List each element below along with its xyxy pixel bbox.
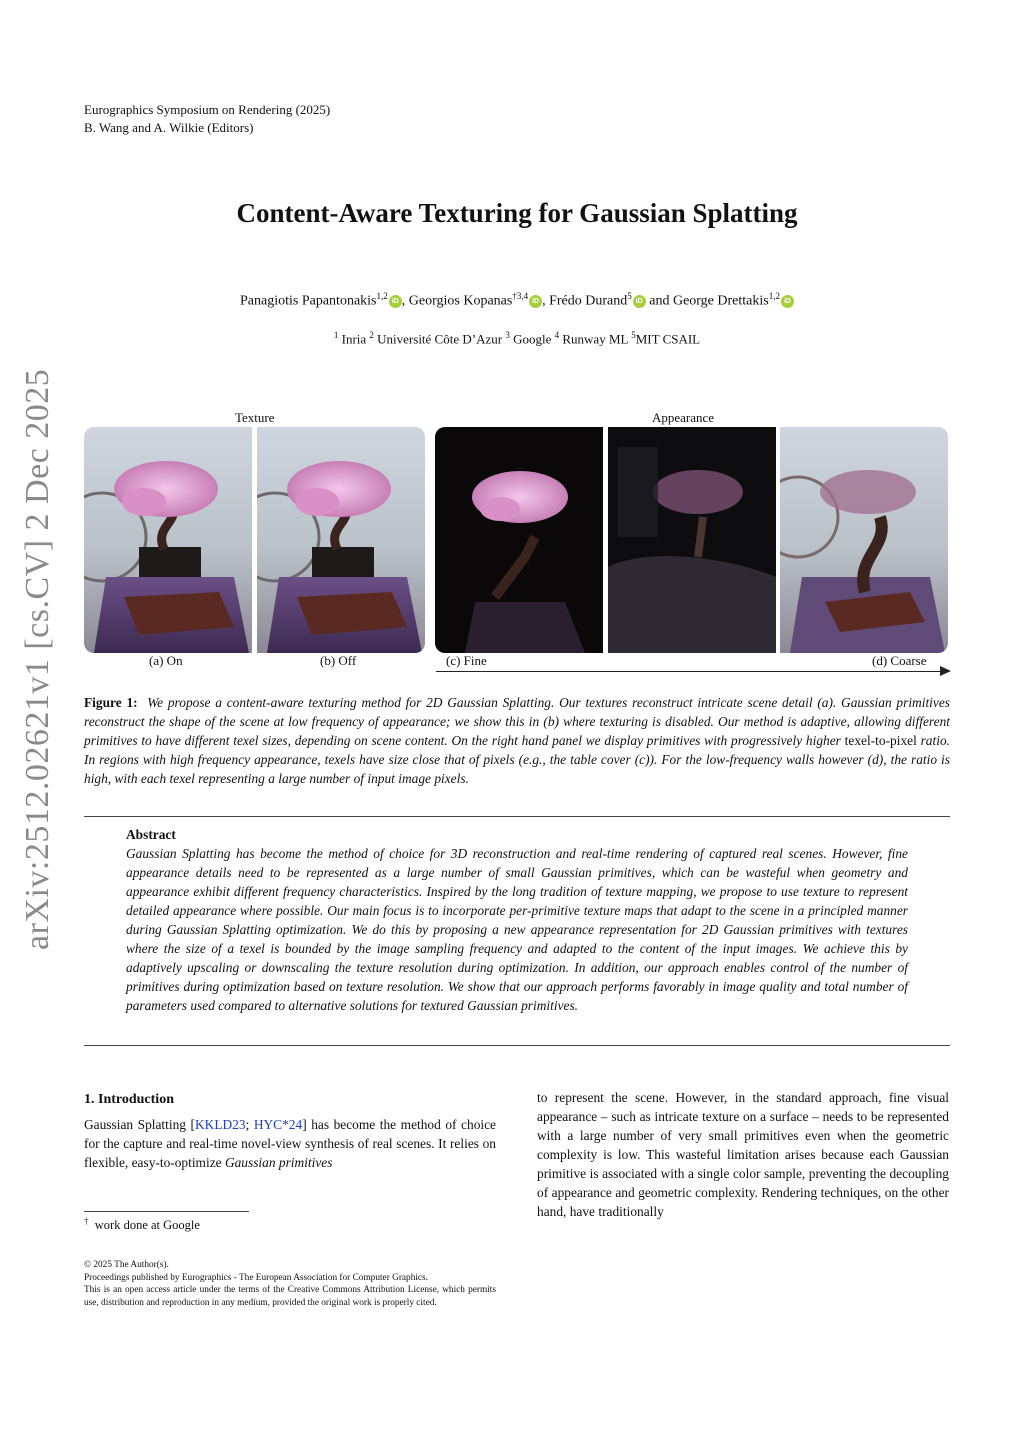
editors-line: B. Wang and A. Wilkie (Editors) <box>84 120 254 135</box>
subfigure-label-c: (c) Fine <box>446 653 487 668</box>
caption-label: Figure 1: <box>84 695 138 710</box>
affil-name: Google <box>513 331 552 347</box>
footnote-rule <box>84 1211 249 1212</box>
right-column: to represent the scene. However, in the standard approach, fine visual appearance – such as intricate texture on a surface – needs to be represented with a large number of very small primitives even when the geometric complexity is low. This wasteful limitation arises because each Gaussian primitive is associated with a single color sample, preventing the decoupling of appearance and geometric complexity. Rendering techniques, on the other hand, have traditionally <box>537 1090 949 1219</box>
license-text: This is an open access article under the terms of the Creative Commons Attribution License, which permits use, distribution and reproduction in any medium, provided the original work is properly cited. <box>84 1285 496 1308</box>
author-name: Panagiotis Papantonakis <box>240 293 377 309</box>
affil-name: Runway ML <box>562 331 628 347</box>
affil-number: 3 <box>505 330 510 340</box>
footnote <box>84 1216 200 1233</box>
author-separator: , <box>542 293 550 309</box>
affil-name: MIT CSAIL <box>635 331 701 347</box>
arrow-head-icon <box>940 666 951 676</box>
publisher-line: Proceedings published by Eurographics - The European Association for Computer Graphics. <box>84 1272 428 1283</box>
affil-number: 5 <box>631 330 636 340</box>
author-affil-marker: 1,2 <box>376 291 388 301</box>
abstract-top-rule <box>84 816 950 817</box>
citation-link[interactable]: KKLD23 <box>194 1117 246 1132</box>
caption-text: We propose a content-aware texturing method for 2D Gaussian Splatting. Our textures reconstruct intricate scene detail (a). Gaussian primitives reconstruct the shape of the scene at low frequency of appearance; we show this in (b) where texturing is disabled. Our method is adaptive, allowing different primitives to have different texel sizes, depending on scene content. On the right hand panel we display primitives with progressively higher <box>84 695 950 748</box>
affil-number: 4 <box>554 330 560 340</box>
abstract-bottom-rule <box>84 1045 950 1046</box>
caption-upright-text: texel-to-pixel <box>844 733 917 748</box>
intro-text: ] has become the method of choice for the capture and real-time novel-view synthesis of real scenes. It relies on flexible, easy-to-optimize <box>84 1117 496 1170</box>
author-separator: , <box>401 293 409 309</box>
venue-header <box>84 101 330 137</box>
footnote-mark: † <box>84 1216 89 1226</box>
intro-paragraph <box>84 1115 496 1172</box>
affil-number: 2 <box>369 330 374 340</box>
figure-image-coarse <box>780 427 948 653</box>
subfigure-label-a: (a) On <box>149 653 183 668</box>
subfigure-label-d: (d) Coarse <box>872 653 927 668</box>
affil-name: Inria <box>341 331 367 347</box>
intro-text: ; <box>245 1117 254 1132</box>
abstract-heading: Abstract <box>126 827 176 842</box>
section-heading: 1. Introduction <box>84 1092 174 1107</box>
venue-line: Eurographics Symposium on Rendering (2025) <box>84 102 331 117</box>
figure-image-medium <box>608 427 776 653</box>
copyright-line: © 2025 The Author(s). <box>84 1260 169 1270</box>
abstract <box>126 825 908 1015</box>
affil-number: 1 <box>333 330 339 340</box>
orcid-icon[interactable]: iD <box>781 295 794 308</box>
paper-title: Content-Aware Texturing for Gaussian Splatting <box>236 198 798 228</box>
affiliation-list <box>0 330 1024 347</box>
author-name: Frédo Durand <box>549 293 628 309</box>
abstract-text: Gaussian Splatting has become the method of choice for 3D reconstruction and real-time rendering of captured real scenes. However, fine appearance details need to be represented as a large number of small Gaussian primitives, which can be wasteful when geometry and appearance exhibit different frequency characteristics. Inspired by the long tradition of texture mapping, we propose to use texture to represent detailed appearance where possible. Our main focus is to incorporate per-primitive texture maps that adapt to the scene in a principled manner during Gaussian Splatting optimization. We do this by proposing a new appearance representation for 2D Gaussian primitives with textures where the size of a texel is bounded by the image sampling frequency and adapted to the content of the input images. We achieve this by adaptively upscaling or downscaling the texture resolution during optimization. In addition, our approach enables control of the number of primitives during optimization based on texture resolution. We show that our approach performs favorably in image quality and total number of parameters used compared to alternative solutions for textured Gaussian primitives. <box>126 846 908 1013</box>
author-name: Georgios Kopanas <box>408 293 513 309</box>
author-affil-marker: †3,4 <box>512 291 529 301</box>
orcid-icon[interactable]: iD <box>633 295 646 308</box>
appearance-group-label: Appearance <box>652 410 715 425</box>
arxiv-identifier: arXiv:2512.02621v1 [cs.CV] 2 Dec 2025 <box>19 368 56 950</box>
intro-text: Gaussian Splatting [ <box>84 1117 195 1132</box>
copyright-notice <box>84 1259 496 1309</box>
figure-image-texture-on <box>84 427 252 653</box>
texture-group-label: Texture <box>235 410 275 425</box>
left-column <box>84 1090 496 1172</box>
affil-name: Université Côte D’Azur <box>377 331 503 347</box>
fine-to-coarse-arrow-line <box>436 671 942 672</box>
footnote-text: work done at Google <box>94 1218 200 1233</box>
author-list <box>0 291 1024 310</box>
intro-emphasis: Gaussian primitives <box>224 1155 333 1170</box>
citation-link[interactable]: HYC*24 <box>253 1117 303 1132</box>
orcid-icon[interactable]: iD <box>389 295 402 308</box>
figure-image-texture-off <box>257 427 425 653</box>
author-affil-marker: 5 <box>627 291 632 301</box>
figure-caption <box>84 693 950 788</box>
orcid-icon[interactable]: iD <box>529 295 542 308</box>
caption-text-cont: ratio. In regions with high frequency appearance, texels have size close that of pixels (e.g., the table cover (c)). For the low-frequency walls however (d), the ratio is high, with each texel representing a large number of input image pixels. <box>84 733 950 786</box>
author-name: George Drettakis <box>672 293 769 309</box>
figure-image-fine <box>435 427 603 653</box>
subfigure-label-b: (b) Off <box>320 653 357 668</box>
author-affil-marker: 1,2 <box>768 291 780 301</box>
author-separator: and <box>645 293 673 309</box>
